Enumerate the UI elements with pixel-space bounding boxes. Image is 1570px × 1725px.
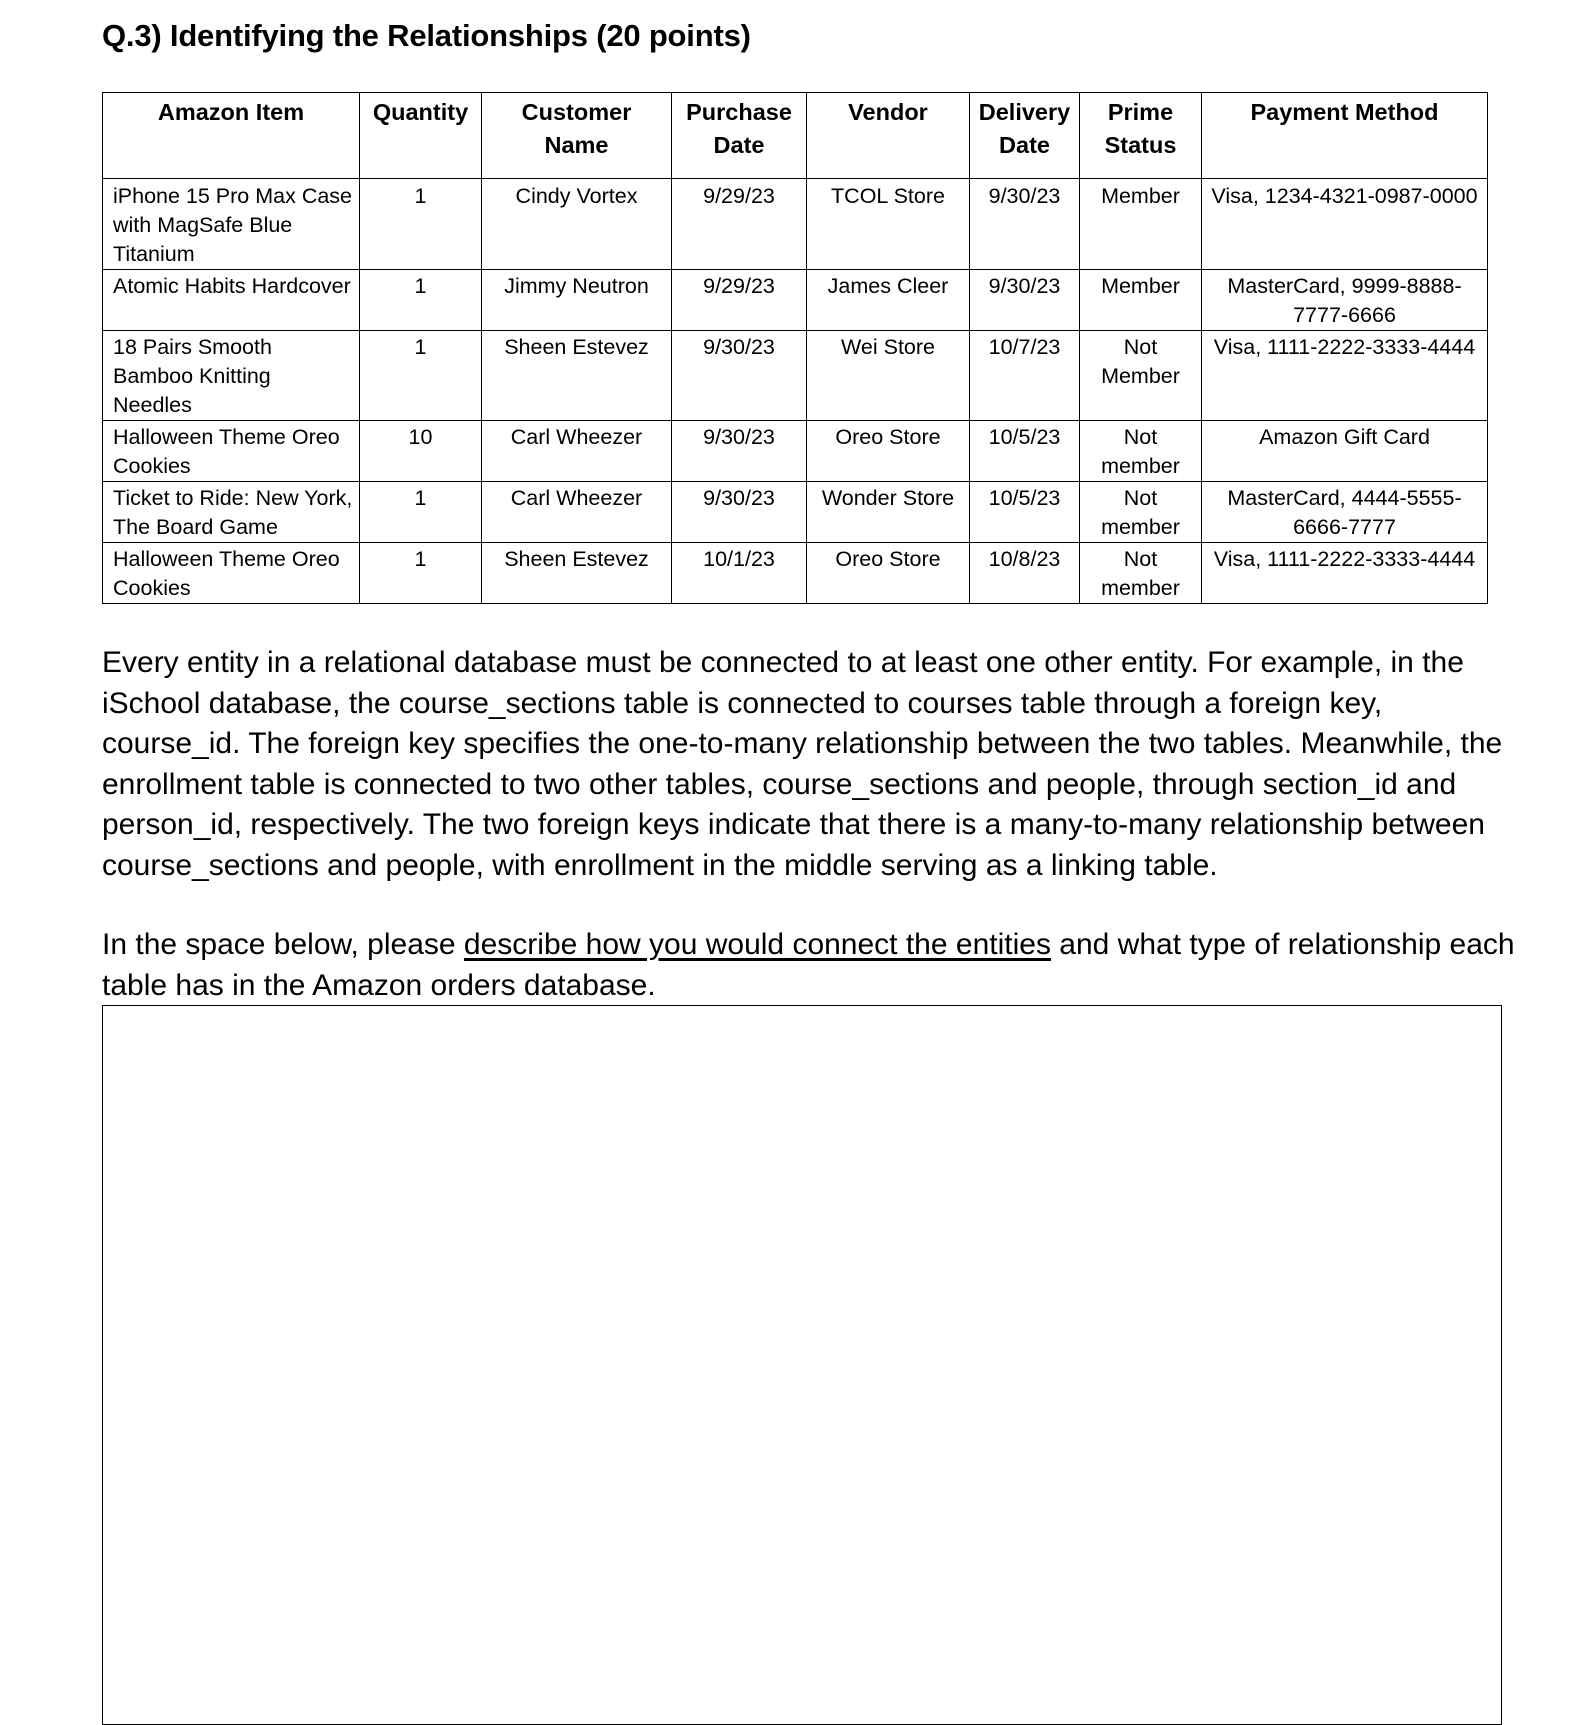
cell-quantity: 1 <box>360 270 482 331</box>
question-heading: Q.3) Identifying the Relationships (20 points) <box>102 18 751 53</box>
cell-item: Halloween Theme Oreo Cookies <box>103 543 360 604</box>
cell-quantity: 1 <box>360 543 482 604</box>
cell-purchase-date: 10/1/23 <box>672 543 807 604</box>
table-row <box>103 270 1488 331</box>
cell-prime-status: Not member <box>1080 482 1202 543</box>
explanation-paragraph: Every entity in a relational database must be connected to at least one other entity. For example, in the iSchool database, the course_sections table is connected to courses table through a foreign key, course_id. The foreign key specifies the one-to-many relationship between the two tables. Meanwhile, the enrollment table is connected to two other tables, course_sections and people, through section_id and person_id, respectively. The two foreign keys indicate that there is a many-to-many relationship between course_sections and people, with enrollment in the middle serving as a linking table. <box>102 646 1503 882</box>
header-quantity: Quantity <box>360 93 482 179</box>
cell-quantity: 1 <box>360 331 482 421</box>
table-row <box>103 421 1488 482</box>
cell-payment: Visa, 1111-2222-3333-4444 <box>1202 331 1488 421</box>
cell-payment: MasterCard, 9999-8888-7777-6666 <box>1202 270 1488 331</box>
cell-delivery-date: 10/8/23 <box>970 543 1080 604</box>
answer-box[interactable] <box>102 1005 1502 1725</box>
cell-item: Halloween Theme Oreo Cookies <box>103 421 360 482</box>
cell-vendor: James Cleer <box>807 270 970 331</box>
instruction-underlined-text: describe how you would connect the entities <box>463 928 1051 961</box>
cell-payment: MasterCard, 4444-5555-6666-7777 <box>1202 482 1488 543</box>
cell-customer: Sheen Estevez <box>482 543 672 604</box>
cell-vendor: Wonder Store <box>807 482 970 543</box>
cell-item: iPhone 15 Pro Max Case with MagSafe Blue Titanium <box>103 179 360 270</box>
cell-vendor: Wei Store <box>807 331 970 421</box>
cell-delivery-date: 10/7/23 <box>970 331 1080 421</box>
cell-customer: Cindy Vortex <box>482 179 672 270</box>
instruction-text-after: and what type of relationship each table has in the Amazon orders database. <box>102 928 1515 1002</box>
cell-item: 18 Pairs Smooth Bamboo Knitting Needles <box>103 331 360 421</box>
cell-customer: Jimmy Neutron <box>482 270 672 331</box>
cell-quantity: 1 <box>360 179 482 270</box>
cell-payment: Amazon Gift Card <box>1202 421 1488 482</box>
table-row <box>103 179 1488 270</box>
cell-vendor: TCOL Store <box>807 179 970 270</box>
cell-purchase-date: 9/30/23 <box>672 331 807 421</box>
header-purchase-date: Purchase Date <box>672 93 807 179</box>
header-delivery-date: Delivery Date <box>970 93 1080 179</box>
cell-customer: Carl Wheezer <box>482 421 672 482</box>
cell-quantity: 10 <box>360 421 482 482</box>
cell-prime-status: Member <box>1080 270 1202 331</box>
cell-customer: Sheen Estevez <box>482 331 672 421</box>
instruction-paragraph <box>102 925 1522 1006</box>
cell-customer: Carl Wheezer <box>482 482 672 543</box>
cell-prime-status: Not member <box>1080 421 1202 482</box>
header-prime-status: Prime Status <box>1080 93 1202 179</box>
cell-prime-status: Member <box>1080 179 1202 270</box>
orders-table <box>102 92 1488 604</box>
cell-item: Ticket to Ride: New York, The Board Game <box>103 482 360 543</box>
cell-prime-status: Not Member <box>1080 331 1202 421</box>
header-amazon-item: Amazon Item <box>103 93 360 179</box>
header-customer-name: Customer Name <box>482 93 672 179</box>
cell-purchase-date: 9/29/23 <box>672 179 807 270</box>
instruction-text-before: In the space below, please <box>102 928 464 961</box>
cell-delivery-date: 9/30/23 <box>970 179 1080 270</box>
cell-delivery-date: 10/5/23 <box>970 421 1080 482</box>
table-row <box>103 543 1488 604</box>
table-header-row <box>103 93 1488 179</box>
cell-prime-status: Not member <box>1080 543 1202 604</box>
header-vendor: Vendor <box>807 93 970 179</box>
cell-payment: Visa, 1111-2222-3333-4444 <box>1202 543 1488 604</box>
table-row <box>103 331 1488 421</box>
cell-delivery-date: 10/5/23 <box>970 482 1080 543</box>
table-row <box>103 482 1488 543</box>
cell-purchase-date: 9/30/23 <box>672 421 807 482</box>
cell-vendor: Oreo Store <box>807 543 970 604</box>
cell-purchase-date: 9/30/23 <box>672 482 807 543</box>
header-payment-method: Payment Method <box>1202 93 1488 179</box>
cell-item: Atomic Habits Hardcover <box>103 270 360 331</box>
cell-delivery-date: 9/30/23 <box>970 270 1080 331</box>
cell-quantity: 1 <box>360 482 482 543</box>
cell-purchase-date: 9/29/23 <box>672 270 807 331</box>
cell-payment: Visa, 1234-4321-0987-0000 <box>1202 179 1488 270</box>
cell-vendor: Oreo Store <box>807 421 970 482</box>
